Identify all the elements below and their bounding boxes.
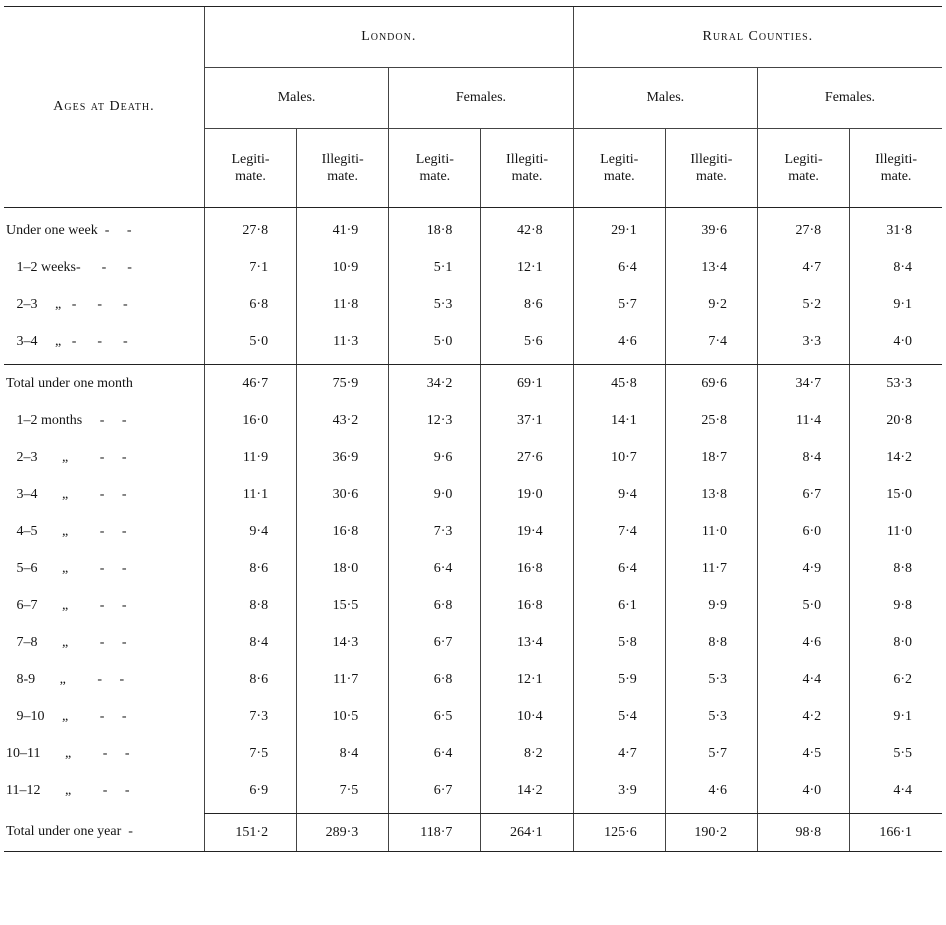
subcol-header bbox=[573, 129, 665, 208]
table-cell: 12·1 bbox=[481, 249, 573, 286]
sex-header-london-females: Females. bbox=[389, 68, 573, 129]
table-cell: 11·7 bbox=[297, 661, 389, 698]
table-cell: 8·4 bbox=[297, 735, 389, 772]
table-cell: 9·4 bbox=[573, 476, 665, 513]
table-cell: 27·8 bbox=[757, 212, 849, 249]
table-cell: 13·4 bbox=[481, 624, 573, 661]
table-cell: 18·0 bbox=[297, 550, 389, 587]
table-cell: 4·6 bbox=[665, 772, 757, 809]
row-label: 2–3 „ - - - bbox=[6, 296, 128, 312]
table-cell: 41·9 bbox=[297, 212, 389, 249]
table-cell: 9·0 bbox=[389, 476, 481, 513]
table-cell: 5·0 bbox=[204, 323, 296, 360]
table-row bbox=[4, 439, 942, 476]
row-label: 3–4 „ - - bbox=[6, 486, 127, 502]
table-cell: 29·1 bbox=[573, 212, 665, 249]
row-label: 3–4 „ - - - bbox=[6, 333, 128, 349]
table-cell: 6·8 bbox=[389, 587, 481, 624]
table-cell: 45·8 bbox=[573, 365, 665, 403]
table-body bbox=[4, 208, 942, 852]
table-cell: 4·9 bbox=[757, 550, 849, 587]
table-cell: 75·9 bbox=[297, 365, 389, 403]
table-cell: 42·8 bbox=[481, 212, 573, 249]
table-cell: 4·6 bbox=[573, 323, 665, 360]
table-row bbox=[4, 550, 942, 587]
table-cell: 7·3 bbox=[389, 513, 481, 550]
table-cell: 9·8 bbox=[850, 587, 942, 624]
subcol-label: Illegiti- mate. bbox=[875, 152, 918, 184]
subcol-header bbox=[850, 129, 942, 208]
subcol-label: Legiti- mate. bbox=[231, 152, 270, 184]
table-cell: 5·3 bbox=[665, 661, 757, 698]
table-row bbox=[4, 735, 942, 772]
table-cell: 8·0 bbox=[850, 624, 942, 661]
table-cell: 18·8 bbox=[389, 212, 481, 249]
table-cell: 5·0 bbox=[389, 323, 481, 360]
table-cell: 15·0 bbox=[850, 476, 942, 513]
mortality-table bbox=[4, 6, 942, 852]
row-label: 8-9 „ - - bbox=[6, 671, 125, 687]
subcol-header bbox=[665, 129, 757, 208]
table-cell: 8·4 bbox=[757, 439, 849, 476]
table-cell: 31·8 bbox=[850, 212, 942, 249]
table-cell: 7·3 bbox=[204, 698, 296, 735]
table-cell: 11·8 bbox=[297, 286, 389, 323]
table-cell: 6·4 bbox=[573, 249, 665, 286]
table-cell: 125·6 bbox=[573, 814, 665, 852]
table-cell: 4·0 bbox=[850, 323, 942, 360]
table-cell: 5·7 bbox=[573, 286, 665, 323]
table-cell: 5·2 bbox=[757, 286, 849, 323]
table-cell: 5·4 bbox=[573, 698, 665, 735]
table-cell: 15·5 bbox=[297, 587, 389, 624]
table-header bbox=[4, 7, 942, 208]
table-cell: 6·4 bbox=[389, 550, 481, 587]
table-cell: 6·9 bbox=[204, 772, 296, 809]
table-cell: 7·5 bbox=[297, 772, 389, 809]
ages-at-death-header: Ages at Death. bbox=[4, 7, 204, 208]
table-cell: 7·1 bbox=[204, 249, 296, 286]
table-cell: 6·7 bbox=[389, 772, 481, 809]
table-cell: 53·3 bbox=[850, 365, 942, 403]
table-cell: 11·1 bbox=[204, 476, 296, 513]
table-cell: 8·8 bbox=[850, 550, 942, 587]
table-cell: 8·2 bbox=[481, 735, 573, 772]
table-cell: 69·1 bbox=[481, 365, 573, 403]
table-cell: 11·9 bbox=[204, 439, 296, 476]
table-cell: 3·3 bbox=[757, 323, 849, 360]
table-cell: 16·8 bbox=[297, 513, 389, 550]
table-cell: 19·0 bbox=[481, 476, 573, 513]
subcol-label: Legiti- mate. bbox=[600, 152, 639, 184]
table-cell: 6·7 bbox=[757, 476, 849, 513]
subcol-header bbox=[204, 129, 296, 208]
subcol-label: Illegiti- mate. bbox=[690, 152, 733, 184]
table-cell: 8·8 bbox=[204, 587, 296, 624]
table-row bbox=[4, 249, 942, 286]
row-label: 1–2 weeks- - - bbox=[6, 259, 132, 275]
table-cell: 11·0 bbox=[665, 513, 757, 550]
table-cell: 16·8 bbox=[481, 550, 573, 587]
table-cell: 4·7 bbox=[573, 735, 665, 772]
table-cell: 151·2 bbox=[204, 814, 296, 852]
table-cell: 8·4 bbox=[204, 624, 296, 661]
table-cell: 14·2 bbox=[481, 772, 573, 809]
subcol-header bbox=[481, 129, 573, 208]
table-cell: 4·4 bbox=[757, 661, 849, 698]
table-cell: 10·5 bbox=[297, 698, 389, 735]
table-cell: 5·0 bbox=[757, 587, 849, 624]
table-cell: 14·3 bbox=[297, 624, 389, 661]
row-label: Total under one month bbox=[6, 375, 133, 391]
subcol-header bbox=[389, 129, 481, 208]
table-cell: 11·7 bbox=[665, 550, 757, 587]
table-row bbox=[4, 587, 942, 624]
sex-header-london-males: Males. bbox=[204, 68, 388, 129]
table-cell: 69·6 bbox=[665, 365, 757, 403]
table-cell: 37·1 bbox=[481, 402, 573, 439]
table-cell: 12·1 bbox=[481, 661, 573, 698]
table-row bbox=[4, 212, 942, 249]
table-row bbox=[4, 402, 942, 439]
table-cell: 14·2 bbox=[850, 439, 942, 476]
table-cell: 10·4 bbox=[481, 698, 573, 735]
table-row bbox=[4, 286, 942, 323]
table-cell: 34·7 bbox=[757, 365, 849, 403]
table-cell: 13·8 bbox=[665, 476, 757, 513]
table-cell: 5·9 bbox=[573, 661, 665, 698]
total-row bbox=[4, 814, 942, 852]
table-cell: 6·4 bbox=[389, 735, 481, 772]
table-cell: 11·0 bbox=[850, 513, 942, 550]
table-cell: 7·4 bbox=[665, 323, 757, 360]
table-cell: 30·6 bbox=[297, 476, 389, 513]
table-cell: 4·4 bbox=[850, 772, 942, 809]
table-cell: 39·6 bbox=[665, 212, 757, 249]
table-cell: 5·8 bbox=[573, 624, 665, 661]
table-cell: 6·2 bbox=[850, 661, 942, 698]
table-cell: 264·1 bbox=[481, 814, 573, 852]
table-row bbox=[4, 624, 942, 661]
table-cell: 289·3 bbox=[297, 814, 389, 852]
table-cell: 8·4 bbox=[850, 249, 942, 286]
row-label: 7–8 „ - - bbox=[6, 634, 127, 650]
table-cell: 5·6 bbox=[481, 323, 573, 360]
table-row bbox=[4, 476, 942, 513]
table-cell: 9·1 bbox=[850, 698, 942, 735]
table-cell: 9·9 bbox=[665, 587, 757, 624]
table-cell: 16·0 bbox=[204, 402, 296, 439]
table-row bbox=[4, 698, 942, 735]
table-cell: 27·8 bbox=[204, 212, 296, 249]
table-cell: 4·0 bbox=[757, 772, 849, 809]
row-label: 1–2 months - - bbox=[6, 412, 127, 428]
region-header-london: London. bbox=[204, 7, 573, 68]
table-cell: 5·7 bbox=[665, 735, 757, 772]
row-label: 2–3 „ - - bbox=[6, 449, 127, 465]
table-cell: 9·2 bbox=[665, 286, 757, 323]
table-cell: 4·2 bbox=[757, 698, 849, 735]
table-row bbox=[4, 772, 942, 809]
table-row bbox=[4, 513, 942, 550]
table-cell: 46·7 bbox=[204, 365, 296, 403]
table-cell: 5·5 bbox=[850, 735, 942, 772]
table-cell: 13·4 bbox=[665, 249, 757, 286]
table-cell: 10·7 bbox=[573, 439, 665, 476]
table-cell: 98·8 bbox=[757, 814, 849, 852]
sex-header-rural-males: Males. bbox=[573, 68, 757, 129]
table-cell: 20·8 bbox=[850, 402, 942, 439]
table-cell: 6·1 bbox=[573, 587, 665, 624]
region-header-rural-counties: Rural Counties. bbox=[573, 7, 942, 68]
row-label: 4–5 „ - - bbox=[6, 523, 127, 539]
subcol-label: Illegiti- mate. bbox=[321, 152, 364, 184]
table-cell: 9·1 bbox=[850, 286, 942, 323]
subcol-header bbox=[757, 129, 849, 208]
table-cell: 9·6 bbox=[389, 439, 481, 476]
row-label: 5–6 „ - - bbox=[6, 560, 127, 576]
table-cell: 6·5 bbox=[389, 698, 481, 735]
table-cell: 34·2 bbox=[389, 365, 481, 403]
table-cell: 4·5 bbox=[757, 735, 849, 772]
subcol-label: Legiti- mate. bbox=[415, 152, 454, 184]
table-cell: 27·6 bbox=[481, 439, 573, 476]
subcol-header bbox=[297, 129, 389, 208]
table-cell: 5·3 bbox=[665, 698, 757, 735]
table-cell: 19·4 bbox=[481, 513, 573, 550]
table-cell: 4·6 bbox=[757, 624, 849, 661]
table-cell: 10·9 bbox=[297, 249, 389, 286]
subcol-label: Illegiti- mate. bbox=[506, 152, 549, 184]
table-cell: 6·8 bbox=[204, 286, 296, 323]
row-label: 11–12 „ - - bbox=[6, 782, 130, 798]
table-cell: 14·1 bbox=[573, 402, 665, 439]
row-label: 9–10 „ - - bbox=[6, 708, 127, 724]
table-cell: 6·7 bbox=[389, 624, 481, 661]
table-cell: 6·0 bbox=[757, 513, 849, 550]
table-cell: 8·8 bbox=[665, 624, 757, 661]
table-cell: 6·4 bbox=[573, 550, 665, 587]
sex-header-rural-females: Females. bbox=[757, 68, 942, 129]
table-cell: 7·4 bbox=[573, 513, 665, 550]
table-cell: 18·7 bbox=[665, 439, 757, 476]
table-cell: 43·2 bbox=[297, 402, 389, 439]
table-cell: 5·3 bbox=[389, 286, 481, 323]
row-label: Total under one year - bbox=[4, 814, 204, 852]
table-row bbox=[4, 323, 942, 360]
row-label: 10–11 „ - - bbox=[6, 745, 130, 761]
table-cell: 36·9 bbox=[297, 439, 389, 476]
table-cell: 166·1 bbox=[850, 814, 942, 852]
table-cell: 7·5 bbox=[204, 735, 296, 772]
table-cell: 9·4 bbox=[204, 513, 296, 550]
table-cell: 11·4 bbox=[757, 402, 849, 439]
table-cell: 5·1 bbox=[389, 249, 481, 286]
table-cell: 8·6 bbox=[204, 550, 296, 587]
subcol-label: Legiti- mate. bbox=[784, 152, 823, 184]
table-row bbox=[4, 365, 942, 403]
table-row bbox=[4, 661, 942, 698]
table-cell: 8·6 bbox=[204, 661, 296, 698]
table-cell: 16·8 bbox=[481, 587, 573, 624]
table-cell: 11·3 bbox=[297, 323, 389, 360]
table-cell: 4·7 bbox=[757, 249, 849, 286]
table-cell: 6·8 bbox=[389, 661, 481, 698]
table-cell: 12·3 bbox=[389, 402, 481, 439]
table-cell: 3·9 bbox=[573, 772, 665, 809]
table-cell: 25·8 bbox=[665, 402, 757, 439]
table-cell: 190·2 bbox=[665, 814, 757, 852]
row-label: Under one week - - bbox=[6, 222, 132, 238]
row-label: 6–7 „ - - bbox=[6, 597, 127, 613]
table-cell: 118·7 bbox=[389, 814, 481, 852]
table-cell: 8·6 bbox=[481, 286, 573, 323]
